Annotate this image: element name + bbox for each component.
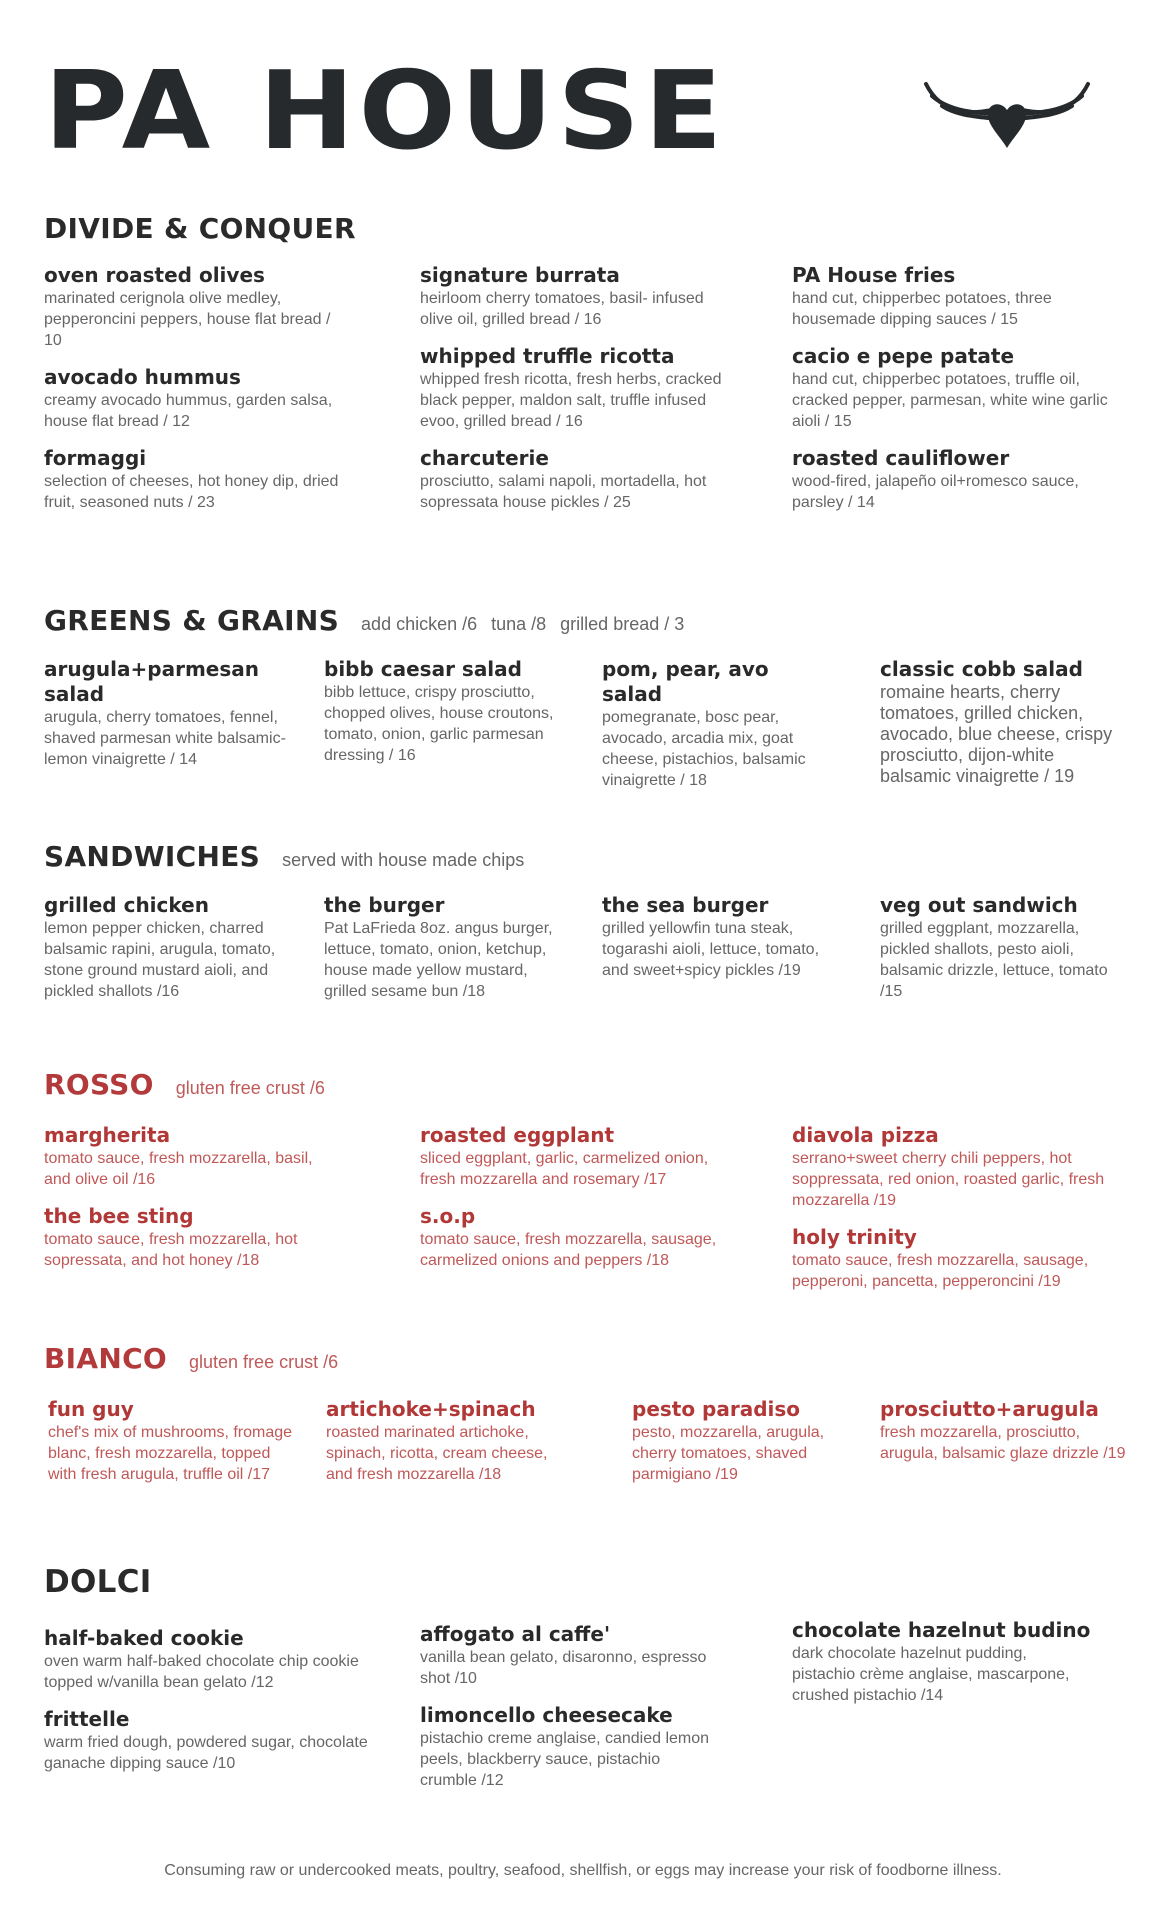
item-name: formaggi (44, 446, 147, 470)
menu-item (420, 1123, 730, 1190)
item-name: s.o.p (420, 1204, 476, 1228)
item-name: grilled chicken (44, 893, 209, 917)
allergy-disclaimer: Consuming raw or undercooked meats, poultry, seafood, shellfish, or eggs may increase your risk of foodborne illness. (164, 1862, 1002, 1879)
item-desc: wood-fired, jalapeño oil+romesco sauce, parsley / 14 (792, 473, 1079, 511)
item-desc: oven warm half-baked chocolate chip cookie topped w/vanilla bean gelato /12 (44, 1653, 359, 1691)
item-name: arugula+parmesan salad (44, 657, 259, 706)
menu-item (44, 446, 344, 513)
section-rosso (44, 1068, 1105, 1290)
item-name: frittelle (44, 1707, 130, 1731)
menu-item (324, 893, 574, 1002)
item-name: charcuterie (420, 446, 549, 470)
item-desc: dark chocolate hazelnut pudding, pistachio crème anglaise, mascarpone, crushed pistachio /14 (792, 1645, 1070, 1704)
section-title: SANDWICHES (44, 840, 261, 873)
menu-item (44, 1123, 334, 1190)
section-note (361, 614, 684, 635)
section-title: DIVIDE & CONQUER (44, 212, 356, 245)
item-name: oven roasted olives (44, 263, 265, 287)
menu-item (792, 1225, 1112, 1292)
menu-item (326, 1397, 576, 1485)
item-name: veg out sandwich (880, 893, 1078, 917)
item-desc: whipped fresh ricotta, fresh herbs, cracked black pepper, maldon salt, truffle infused evoo, grilled bread / 16 (420, 371, 722, 430)
item-name: the burger (324, 893, 445, 917)
menu-item (44, 893, 284, 1002)
item-name: half-baked cookie (44, 1626, 244, 1650)
item-name: roasted eggplant (420, 1123, 615, 1147)
menu-item (602, 893, 832, 981)
item-desc: hand cut, chipperbec potatoes, truffle oil, cracked pepper, parmesan, white wine garlic aioli / 15 (792, 371, 1108, 430)
menu-item (792, 344, 1132, 432)
menu-item (880, 657, 1130, 787)
item-name: whipped truffle ricotta (420, 344, 675, 368)
item-name: cacio e pepe patate (792, 344, 1015, 368)
item-name: diavola pizza (792, 1123, 939, 1147)
menu-item (44, 263, 344, 351)
item-desc: sliced eggplant, garlic, carmelized onion, fresh mozzarella and rosemary /17 (420, 1150, 709, 1188)
item-desc: pesto, mozzarella, arugula, cherry tomatoes, shaved parmigiano /19 (632, 1424, 825, 1483)
section-note: gluten free crust /6 (189, 1352, 339, 1372)
item-desc: selection of cheeses, hot honey dip, dried fruit, seasoned nuts / 23 (44, 473, 339, 511)
menu-item (44, 1707, 384, 1774)
item-desc: pomegranate, bosc pear, avocado, arcadia mix, goat cheese, pistachios, balsamic vinaigrette / 18 (602, 709, 806, 789)
menu-item (48, 1397, 298, 1485)
menu-item (792, 1123, 1112, 1211)
menu-item (420, 263, 730, 330)
item-desc: prosciutto, salami napoli, mortadella, hot sopressata house pickles / 25 (420, 473, 707, 511)
item-desc: bibb lettuce, crispy prosciutto, chopped olives, house croutons, tomato, onion, garlic parmesan dressing / 16 (324, 684, 554, 764)
section-divide-conquer (44, 212, 1108, 511)
section-bianco (44, 1342, 1126, 1483)
menu-item (44, 365, 344, 432)
item-desc: creamy avocado hummus, garden salsa, house flat bread / 12 (44, 392, 333, 430)
item-name: holy trinity (792, 1225, 917, 1249)
section-note: gluten free crust /6 (175, 1078, 325, 1098)
item-desc: tomato sauce, fresh mozzarella, basil, and olive oil /16 (44, 1150, 313, 1188)
item-name: artichoke+spinach (326, 1397, 536, 1421)
menu-item (420, 446, 730, 513)
item-desc: heirloom cherry tomatoes, basil- infused olive oil, grilled bread / 16 (420, 290, 704, 328)
section-title: BIANCO (44, 1342, 168, 1375)
item-desc: serrano+sweet cherry chili peppers, hot soppressata, red onion, roasted garlic, fresh mozzarella /19 (792, 1150, 1105, 1209)
item-name: affogato al caffe' (420, 1622, 611, 1646)
section-sandwiches (44, 840, 1108, 1000)
menu-item (632, 1397, 852, 1485)
item-desc: tomato sauce, fresh mozzarella, hot sopressata, and hot honey /18 (44, 1231, 298, 1269)
item-name: margherita (44, 1123, 171, 1147)
menu-item (420, 344, 730, 432)
item-desc: warm fried dough, powdered sugar, chocolate ganache dipping sauce /10 (44, 1734, 368, 1772)
addon-tuna: tuna /8 (491, 614, 547, 634)
item-desc: grilled yellowfin tuna steak, togarashi aioli, lettuce, tomato, and sweet+spicy pickles /19 (602, 920, 820, 979)
item-name: the bee sting (44, 1204, 194, 1228)
item-name: bibb caesar salad (324, 657, 522, 681)
item-desc: tomato sauce, fresh mozzarella, sausage, pepperoni, pancetta, pepperoncini /19 (792, 1252, 1089, 1290)
item-name: prosciutto+arugula (880, 1397, 1099, 1421)
section-note: served with house made chips (282, 850, 525, 870)
item-desc: pistachio creme anglaise, candied lemon peels, blackberry sauce, pistachio crumble /12 (420, 1730, 710, 1789)
menu-item (44, 1626, 384, 1693)
item-name: signature burrata (420, 263, 620, 287)
item-name: pom, pear, avo salad (602, 657, 769, 706)
menu-item (792, 263, 1132, 330)
menu-item (880, 1397, 1130, 1464)
menu-item (420, 1204, 730, 1271)
item-desc: romaine hearts, cherry tomatoes, grilled chicken, avocado, blue cheese, crispy prosciutto, dijon-white balsamic vinaigrette / 19 (880, 682, 1113, 786)
item-name: PA House fries (792, 263, 956, 287)
menu-item (880, 893, 1110, 1002)
item-desc: arugula, cherry tomatoes, fennel, shaved parmesan white balsamic-lemon vinaigrette / 14 (44, 709, 286, 768)
section-title: DOLCI (44, 1564, 152, 1600)
brand-logo-text: PA HOUSE (44, 49, 727, 174)
item-name: limoncello cheesecake (420, 1703, 673, 1727)
addon-bread: grilled bread / 3 (560, 614, 685, 634)
section-greens-grains (44, 604, 1113, 789)
item-desc: fresh mozzarella, prosciutto, arugula, balsamic glaze drizzle /19 (880, 1424, 1126, 1462)
section-title: GREENS & GRAINS (44, 604, 340, 637)
item-name: roasted cauliflower (792, 446, 1010, 470)
section-dolci (44, 1564, 1091, 1789)
menu-item (602, 657, 832, 791)
menu-item (420, 1703, 720, 1791)
menu-item (792, 1618, 1092, 1706)
item-name: fun guy (48, 1397, 134, 1421)
item-name: chocolate hazelnut budino (792, 1618, 1091, 1642)
section-title: ROSSO (44, 1068, 154, 1101)
item-name: pesto paradiso (632, 1397, 801, 1421)
item-name: the sea burger (602, 893, 769, 917)
item-name: avocado hummus (44, 365, 241, 389)
item-desc: vanilla bean gelato, disaronno, espresso shot /10 (420, 1649, 707, 1687)
menu-item (420, 1622, 720, 1689)
item-desc: roasted marinated artichoke, spinach, ricotta, cream cheese, and fresh mozzarella /18 (326, 1424, 548, 1483)
menu-item (324, 657, 574, 766)
addon-chicken: add chicken /6 (361, 614, 478, 634)
winged-heart-icon (922, 76, 1092, 152)
menu-item (44, 1204, 334, 1271)
item-desc: lemon pepper chicken, charred balsamic rapini, arugula, tomato, stone ground mustard aioli, and pickled shallots /16 (44, 920, 276, 1000)
item-desc: grilled eggplant, mozzarella, pickled shallots, pesto aioli, balsamic drizzle, lettuce, tomato /15 (880, 920, 1108, 1000)
item-desc: chef's mix of mushrooms, fromage blanc, fresh mozzarella, topped with fresh arugula, truffle oil /17 (48, 1424, 293, 1483)
item-name: classic cobb salad (880, 657, 1083, 681)
item-desc: Pat LaFrieda 8oz. angus burger, lettuce, tomato, onion, ketchup, house made yellow mustard, grilled sesame bun /18 (324, 920, 553, 1000)
item-desc: hand cut, chipperbec potatoes, three housemade dipping sauces / 15 (792, 290, 1052, 328)
menu-item (792, 446, 1132, 513)
item-desc: tomato sauce, fresh mozzarella, sausage, carmelized onions and peppers /18 (420, 1231, 717, 1269)
item-desc: marinated cerignola olive medley, pepperoncini peppers, house flat bread / 10 (44, 290, 331, 349)
menu-item (44, 657, 294, 770)
